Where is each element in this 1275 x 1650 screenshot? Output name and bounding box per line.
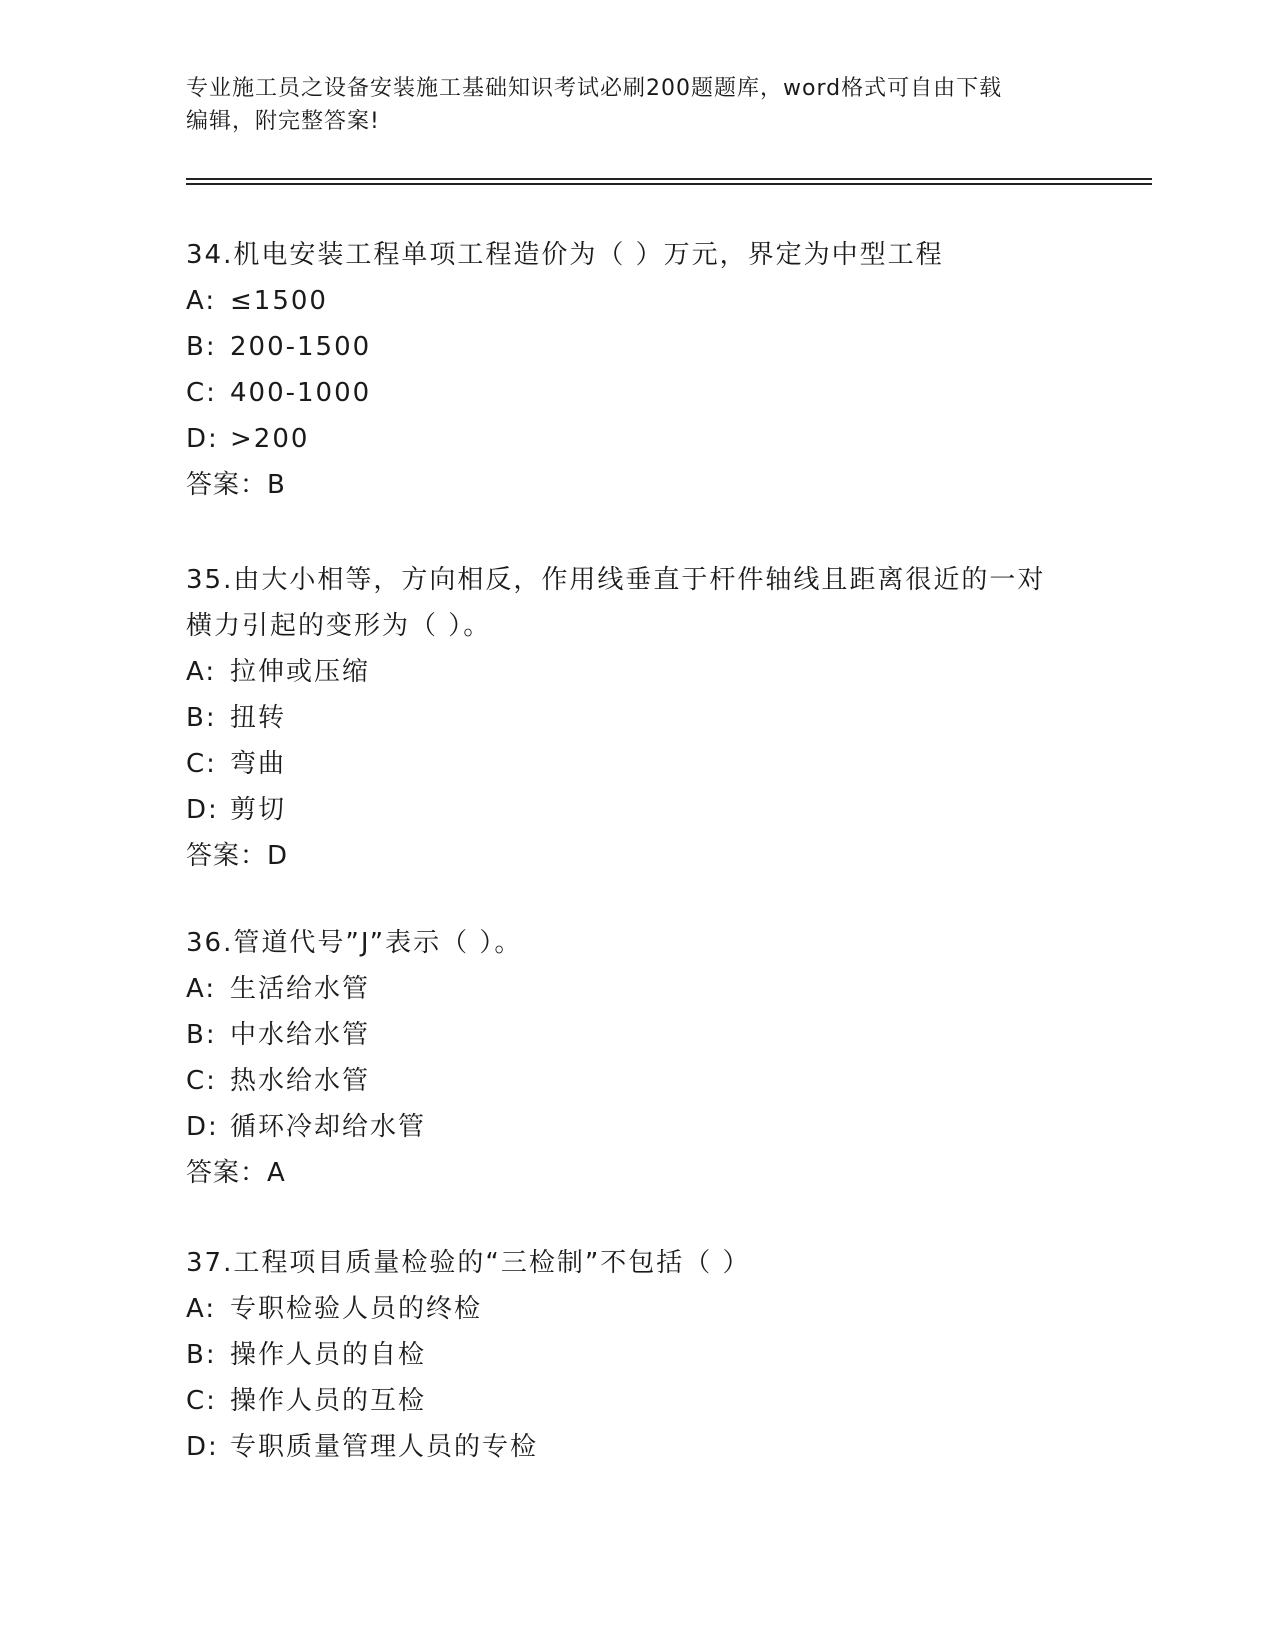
answer-label: 答案：B	[186, 470, 286, 500]
answer-label: 答案：A	[186, 1158, 286, 1188]
option-text: 操作人员的自检	[230, 1340, 427, 1370]
option-b	[186, 1012, 1086, 1058]
option-letter: B:	[186, 1020, 217, 1050]
option-a	[186, 278, 1086, 324]
option-letter: C:	[186, 378, 217, 408]
option-c	[186, 370, 1086, 416]
option-text: 操作人员的互检	[230, 1386, 427, 1416]
option-a	[186, 1286, 1086, 1332]
header-divider-bottom	[186, 183, 1152, 185]
question-36	[186, 920, 1086, 1196]
option-c	[186, 1378, 1086, 1424]
header-divider-top	[186, 178, 1152, 180]
option-letter: A:	[186, 286, 217, 316]
option-text: 扭转	[230, 703, 287, 733]
option-text: 生活给水管	[230, 974, 371, 1004]
option-letter: C:	[186, 749, 217, 779]
question-title: 36.管道代号”J”表示（ ）。	[186, 928, 523, 958]
option-c	[186, 1058, 1086, 1104]
option-letter: A:	[186, 657, 217, 687]
option-a	[186, 649, 1086, 695]
option-text: 中水给水管	[230, 1020, 371, 1050]
option-letter: D:	[186, 424, 219, 454]
question-title: 37.工程项目质量检验的“三检制”不包括（ ）	[186, 1248, 751, 1278]
question-title-line-1: 35.由大小相等，方向相反，作用线垂直于杆件轴线且距离很近的一对	[186, 565, 1046, 595]
option-b	[186, 324, 1086, 370]
option-letter: C:	[186, 1066, 217, 1096]
option-text: 拉伸或压缩	[230, 657, 371, 687]
question-title: 34.机电安装工程单项工程造价为（ ）万元，界定为中型工程	[186, 240, 944, 270]
option-text: 200-1500	[230, 332, 372, 362]
option-letter: A:	[186, 974, 217, 1004]
option-b	[186, 695, 1086, 741]
option-letter: D:	[186, 1112, 219, 1142]
header-line-1: 专业施工员之设备安装施工基础知识考试必刷200题题库，word格式可自由下载	[186, 76, 1003, 101]
option-d	[186, 1104, 1086, 1150]
option-letter: C:	[186, 1386, 217, 1416]
question-35	[186, 557, 1086, 879]
option-text: 专职质量管理人员的专检	[230, 1432, 539, 1462]
answer-label: 答案：D	[186, 841, 289, 871]
option-text: >200	[230, 424, 310, 454]
header-line-2: 编辑，附完整答案!	[186, 109, 380, 134]
option-c	[186, 741, 1086, 787]
option-text: 弯曲	[230, 749, 287, 779]
option-text: 专职检验人员的终检	[230, 1294, 483, 1324]
option-text: ≤1500	[230, 286, 328, 316]
question-34	[186, 232, 1086, 508]
option-letter: D:	[186, 1432, 219, 1462]
option-d	[186, 416, 1086, 462]
option-text: 400-1000	[230, 378, 372, 408]
option-b	[186, 1332, 1086, 1378]
option-letter: B:	[186, 1340, 217, 1370]
option-text: 剪切	[230, 795, 287, 825]
option-letter: B:	[186, 332, 217, 362]
document-header	[186, 72, 1086, 138]
question-title-line-2: 横力引起的变形为（ ）。	[186, 611, 492, 641]
option-letter: A:	[186, 1294, 217, 1324]
option-letter: B:	[186, 703, 217, 733]
option-letter: D:	[186, 795, 219, 825]
option-text: 循环冷却给水管	[230, 1112, 427, 1142]
option-d	[186, 1424, 1086, 1470]
option-a	[186, 966, 1086, 1012]
option-text: 热水给水管	[230, 1066, 371, 1096]
option-d	[186, 787, 1086, 833]
question-37	[186, 1240, 1086, 1470]
